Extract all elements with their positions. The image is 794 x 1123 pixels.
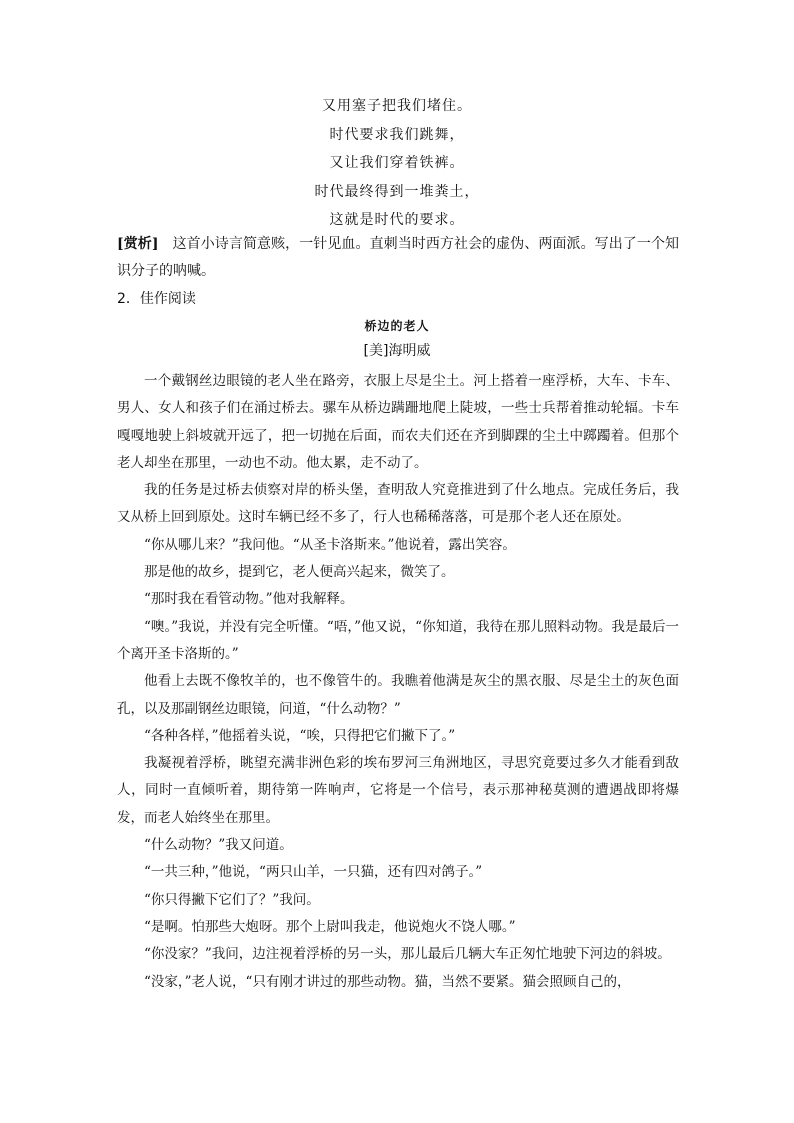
story-paragraph: 我凝视着浮桥，眺望充满非洲色彩的埃布罗河三角洲地区，寻思究竟要过多久才能看到敌人，同时一直倾听着，期待第一阵响声，它将是一个信号，表示那神秘莫测的遭遇战即将爆发，而老人始终坐在那里。 [117,755,679,826]
poem-excerpt [0,92,794,235]
story-paragraph: “那时我在看管动物。”他对我解释。 [144,591,354,608]
story-paragraph: “你只得撇下它们了？”我问。 [144,891,320,908]
story-paragraph: 那是他的故乡，提到它，老人便高兴起来，微笑了。 [144,564,455,581]
poem-line: 这就是时代的要求。 [329,212,465,228]
story-paragraph: “你从哪儿来？”我问他。“从圣卡洛斯来。”他说着，露出笑容。 [144,536,516,553]
poem-line: 又用塞子把我们堵住。 [322,98,472,114]
story-paragraph: 他看上去既不像牧羊的，也不像管牛的。我瞧着他满是灰尘的黑衣服、尽是尘土的灰色面孔，以及那副钢丝边眼镜，问道，“什么动物？” [117,673,679,717]
analysis-tag: [赏析] [117,236,159,252]
story-author: [美]海明威 [363,343,431,359]
story-title: 桥边的老人 [364,319,430,333]
story-paragraph: “各种各样，”他摇着头说，“唉，只得把它们撇下了。” [144,727,456,744]
poem-line: 又让我们穿着铁裤。 [329,155,465,171]
story-paragraph: “一共三种，”他说，“两只山羊，一只猫，还有四对鸽子。” [144,864,483,881]
analysis-text: 这首小诗言简意赅，一针见血。直刺当时西方社会的虚伪、两面派。写出了一个知识分子的呐喊。 [117,236,680,279]
section-heading: 2．佳作阅读 [117,291,196,307]
story-paragraph: 一个戴钢丝边眼镜的老人坐在路旁，衣服上尽是尘土。河上搭着一座浮桥，大车、卡车、男人、女人和孩子们在涌过桥去。骡车从桥边蹒跚地爬上陡坡，一些士兵帮着推动轮辐。卡车嘎嘎地驶上斜坡就开远了，把一切抛在后面，而农夫们还在齐到脚踝的尘土中踯躅着。但那个老人却坐在那里，一动也不动。他太累，走不动了。 [117,373,679,471]
story-paragraph: “你没家？”我问，边注视着浮桥的另一头，那儿最后几辆大车正匆忙地驶下河边的斜坡。 [144,946,671,963]
story-paragraph: “噢。”我说，并没有完全听懂。“唔，”他又说，“你知道，我待在那儿照料动物。我是最后一个离开圣卡洛斯的。” [117,618,679,662]
story-paragraph: “没家，”老人说，“只有刚才讲过的那些动物。猫，当然不要紧。猫会照顾自己的， [144,973,631,990]
story-paragraph: “是啊。怕那些大炮呀。那个上尉叫我走，他说炮火不饶人哪。” [144,918,516,935]
story-body [117,368,679,996]
story-paragraph: 我的任务是过桥去侦察对岸的桥头堡，查明敌人究竟推进到了什么地点。完成任务后，我又从桥上回到原处。这时车辆已经不多了，行人也稀稀落落，可是那个老人还在原处。 [117,482,679,526]
poem-line: 时代最终得到一堆粪土， [314,183,480,200]
poem-line: 时代要求我们跳舞， [329,126,465,143]
story-paragraph: “什么动物？”我又问道。 [144,837,293,854]
poem-analysis [117,231,679,285]
